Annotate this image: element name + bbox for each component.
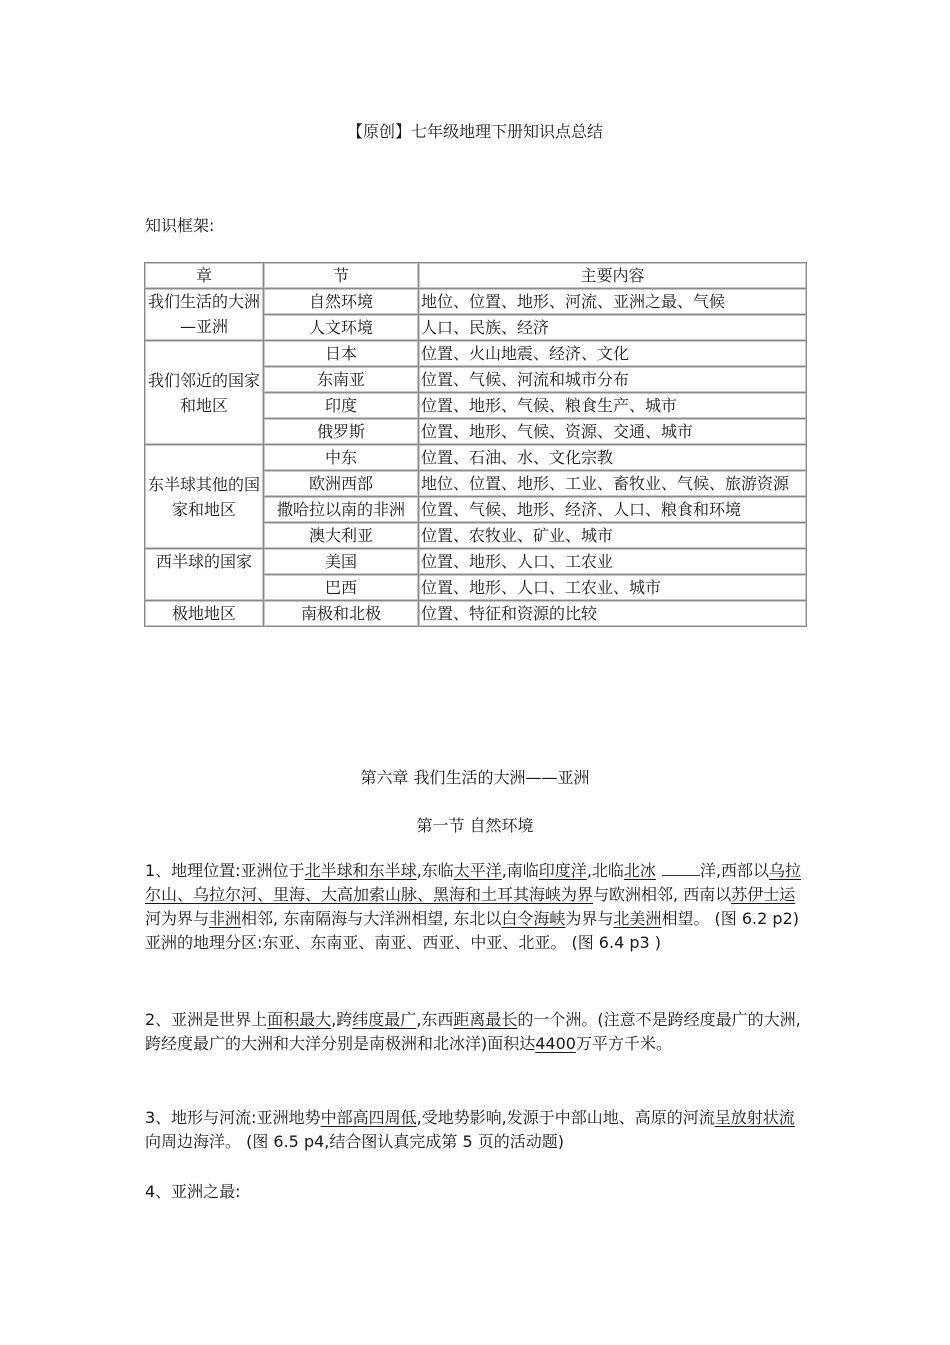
text-run: 洋 [699, 861, 716, 880]
underlined-term: 中部高四周低 [320, 1108, 417, 1127]
underlined-term: 呈放射状流 [714, 1108, 795, 1127]
section-cell: 澳大利亚 [264, 523, 419, 549]
table-row [145, 601, 807, 627]
text-run: ,南临 [501, 861, 539, 880]
table-row [145, 445, 807, 471]
text-run: 相望。 (图 6.2 p2)亚洲的地理分区:东亚、东南亚、南亚、西亚、中亚、北亚。 (图 6.4 p3 ) [145, 909, 799, 952]
section-cell: 美国 [264, 549, 419, 575]
underlined-term: 太平洋 [453, 861, 502, 880]
paragraph-area [145, 1008, 810, 1056]
text-run: 万平方千米。 [575, 1034, 672, 1053]
chapter-cell: 我们邻近的国家和地区 [145, 341, 264, 445]
underlined-term: 距离最长 [453, 1010, 518, 1029]
content-cell: 位置、气候、地形、经济、人口、粮食和环境 [419, 497, 807, 523]
section-cell: 巴西 [264, 575, 419, 601]
table-row [145, 341, 807, 367]
header-content: 主要内容 [419, 263, 807, 289]
paragraph-location [145, 859, 810, 955]
table-row [145, 549, 807, 575]
content-cell: 位置、气候、河流和城市分布 [419, 367, 807, 393]
underlined-term: 印度洋 [538, 861, 587, 880]
content-cell: 地位、位置、地形、河流、亚洲之最、气候 [419, 289, 807, 315]
content-cell: 位置、石油、水、文化宗教 [419, 445, 807, 471]
chapter-heading: 第六章 我们生活的大洲——亚洲 [360, 768, 590, 787]
chapter-cell: 东半球其他的国家和地区 [145, 445, 264, 549]
text-run: ,西部以 [715, 861, 770, 880]
chapter-cell: 我们生活的大洲—亚洲 [145, 289, 264, 341]
underlined-term: 非洲 [209, 909, 242, 928]
section-cell: 自然环境 [264, 289, 419, 315]
section-cell: 日本 [264, 341, 419, 367]
text-run: ,跨 [331, 1010, 353, 1029]
underlined-term: 北半球和东半球 [304, 861, 417, 880]
section-cell: 南极和北极 [264, 601, 419, 627]
paragraph-terrain [145, 1106, 810, 1154]
paragraph-superlatives [145, 1180, 810, 1204]
text-run: 4、亚洲之最: [145, 1182, 241, 1201]
section-cell: 中东 [264, 445, 419, 471]
text-run: ,东西 [416, 1010, 454, 1029]
underlined-term: 4400 [535, 1034, 576, 1053]
chapter-cell: 西半球的国家 [145, 549, 264, 601]
document-title: 【原创】七年级地理下册知识点总结 [346, 122, 603, 141]
content-cell: 位置、地形、气候、粮食生产、城市 [419, 393, 807, 419]
section-cell: 欧洲西部 [264, 471, 419, 497]
text-run: ,北临 [586, 861, 624, 880]
content-cell: 位置、火山地震、经济、文化 [419, 341, 807, 367]
text-run: 1、地理位置:亚洲位于 [145, 861, 305, 880]
text-run: ,受地势影响,发源于中部山地、高原的河流 [416, 1108, 715, 1127]
chapter-cell: 极地地区 [145, 601, 264, 627]
content-cell: 位置、特征和资源的比较 [419, 601, 807, 627]
underlined-term: 白令海峡 [501, 909, 566, 928]
header-chapter: 章 [145, 263, 264, 289]
text-run: 与欧洲相邻, 西南以 [593, 885, 732, 904]
text-run: ,东临 [416, 861, 454, 880]
text-run: 为界与 [565, 909, 614, 928]
text-run: 3、地形与河流:亚洲地势 [145, 1108, 321, 1127]
section-cell: 俄罗斯 [264, 419, 419, 445]
table-header-row [145, 263, 807, 289]
underlined-term: 纬度最广 [352, 1010, 417, 1029]
text-run: 相邻, 东南隔海与大洋洲相望, 东北以 [241, 909, 502, 928]
section-cell: 东南亚 [264, 367, 419, 393]
section-cell: 印度 [264, 393, 419, 419]
content-cell: 地位、位置、地形、工业、畜牧业、气候、旅游资源 [419, 471, 807, 497]
section-heading: 第一节 自然环境 [416, 816, 534, 835]
content-cell: 位置、农牧业、矿业、城市 [419, 523, 807, 549]
section-cell: 人文环境 [264, 315, 419, 341]
text-run: 的一个洲。(注意不是跨经度最广的大洲,跨经度最广的大洲和大洋分别是南极洲和北冰洋)面积达 [145, 1010, 801, 1053]
content-cell: 位置、地形、人口、工农业 [419, 549, 807, 575]
content-cell: 位置、地形、人口、工农业、城市 [419, 575, 807, 601]
text-run: 2、亚洲是世界上 [145, 1010, 268, 1029]
section-cell: 撒哈拉以南的非洲 [264, 497, 419, 523]
text-run: 河为界与 [145, 909, 210, 928]
knowledge-framework-table [144, 262, 807, 627]
underlined-term: 面积最大 [267, 1010, 332, 1029]
content-cell: 位置、地形、气候、资源、交通、城市 [419, 419, 807, 445]
table-row [145, 289, 807, 315]
content-cell: 人口、民族、经济 [419, 315, 807, 341]
header-section: 节 [264, 263, 419, 289]
framework-label: 知识框架: [145, 216, 215, 235]
fill-blank [662, 861, 700, 876]
text-run: 向周边海洋。 (图 6.5 p4,结合图认真完成第 5 页的活动题) [145, 1132, 564, 1151]
underlined-term: 乌拉尔山、乌拉尔河、里海、大高加索山脉、黑海和土耳其海峡为界 [145, 861, 802, 904]
underlined-term: 北美洲 [613, 909, 662, 928]
underlined-term: 苏伊士运 [731, 885, 796, 904]
underlined-term: 北冰 [623, 861, 656, 880]
